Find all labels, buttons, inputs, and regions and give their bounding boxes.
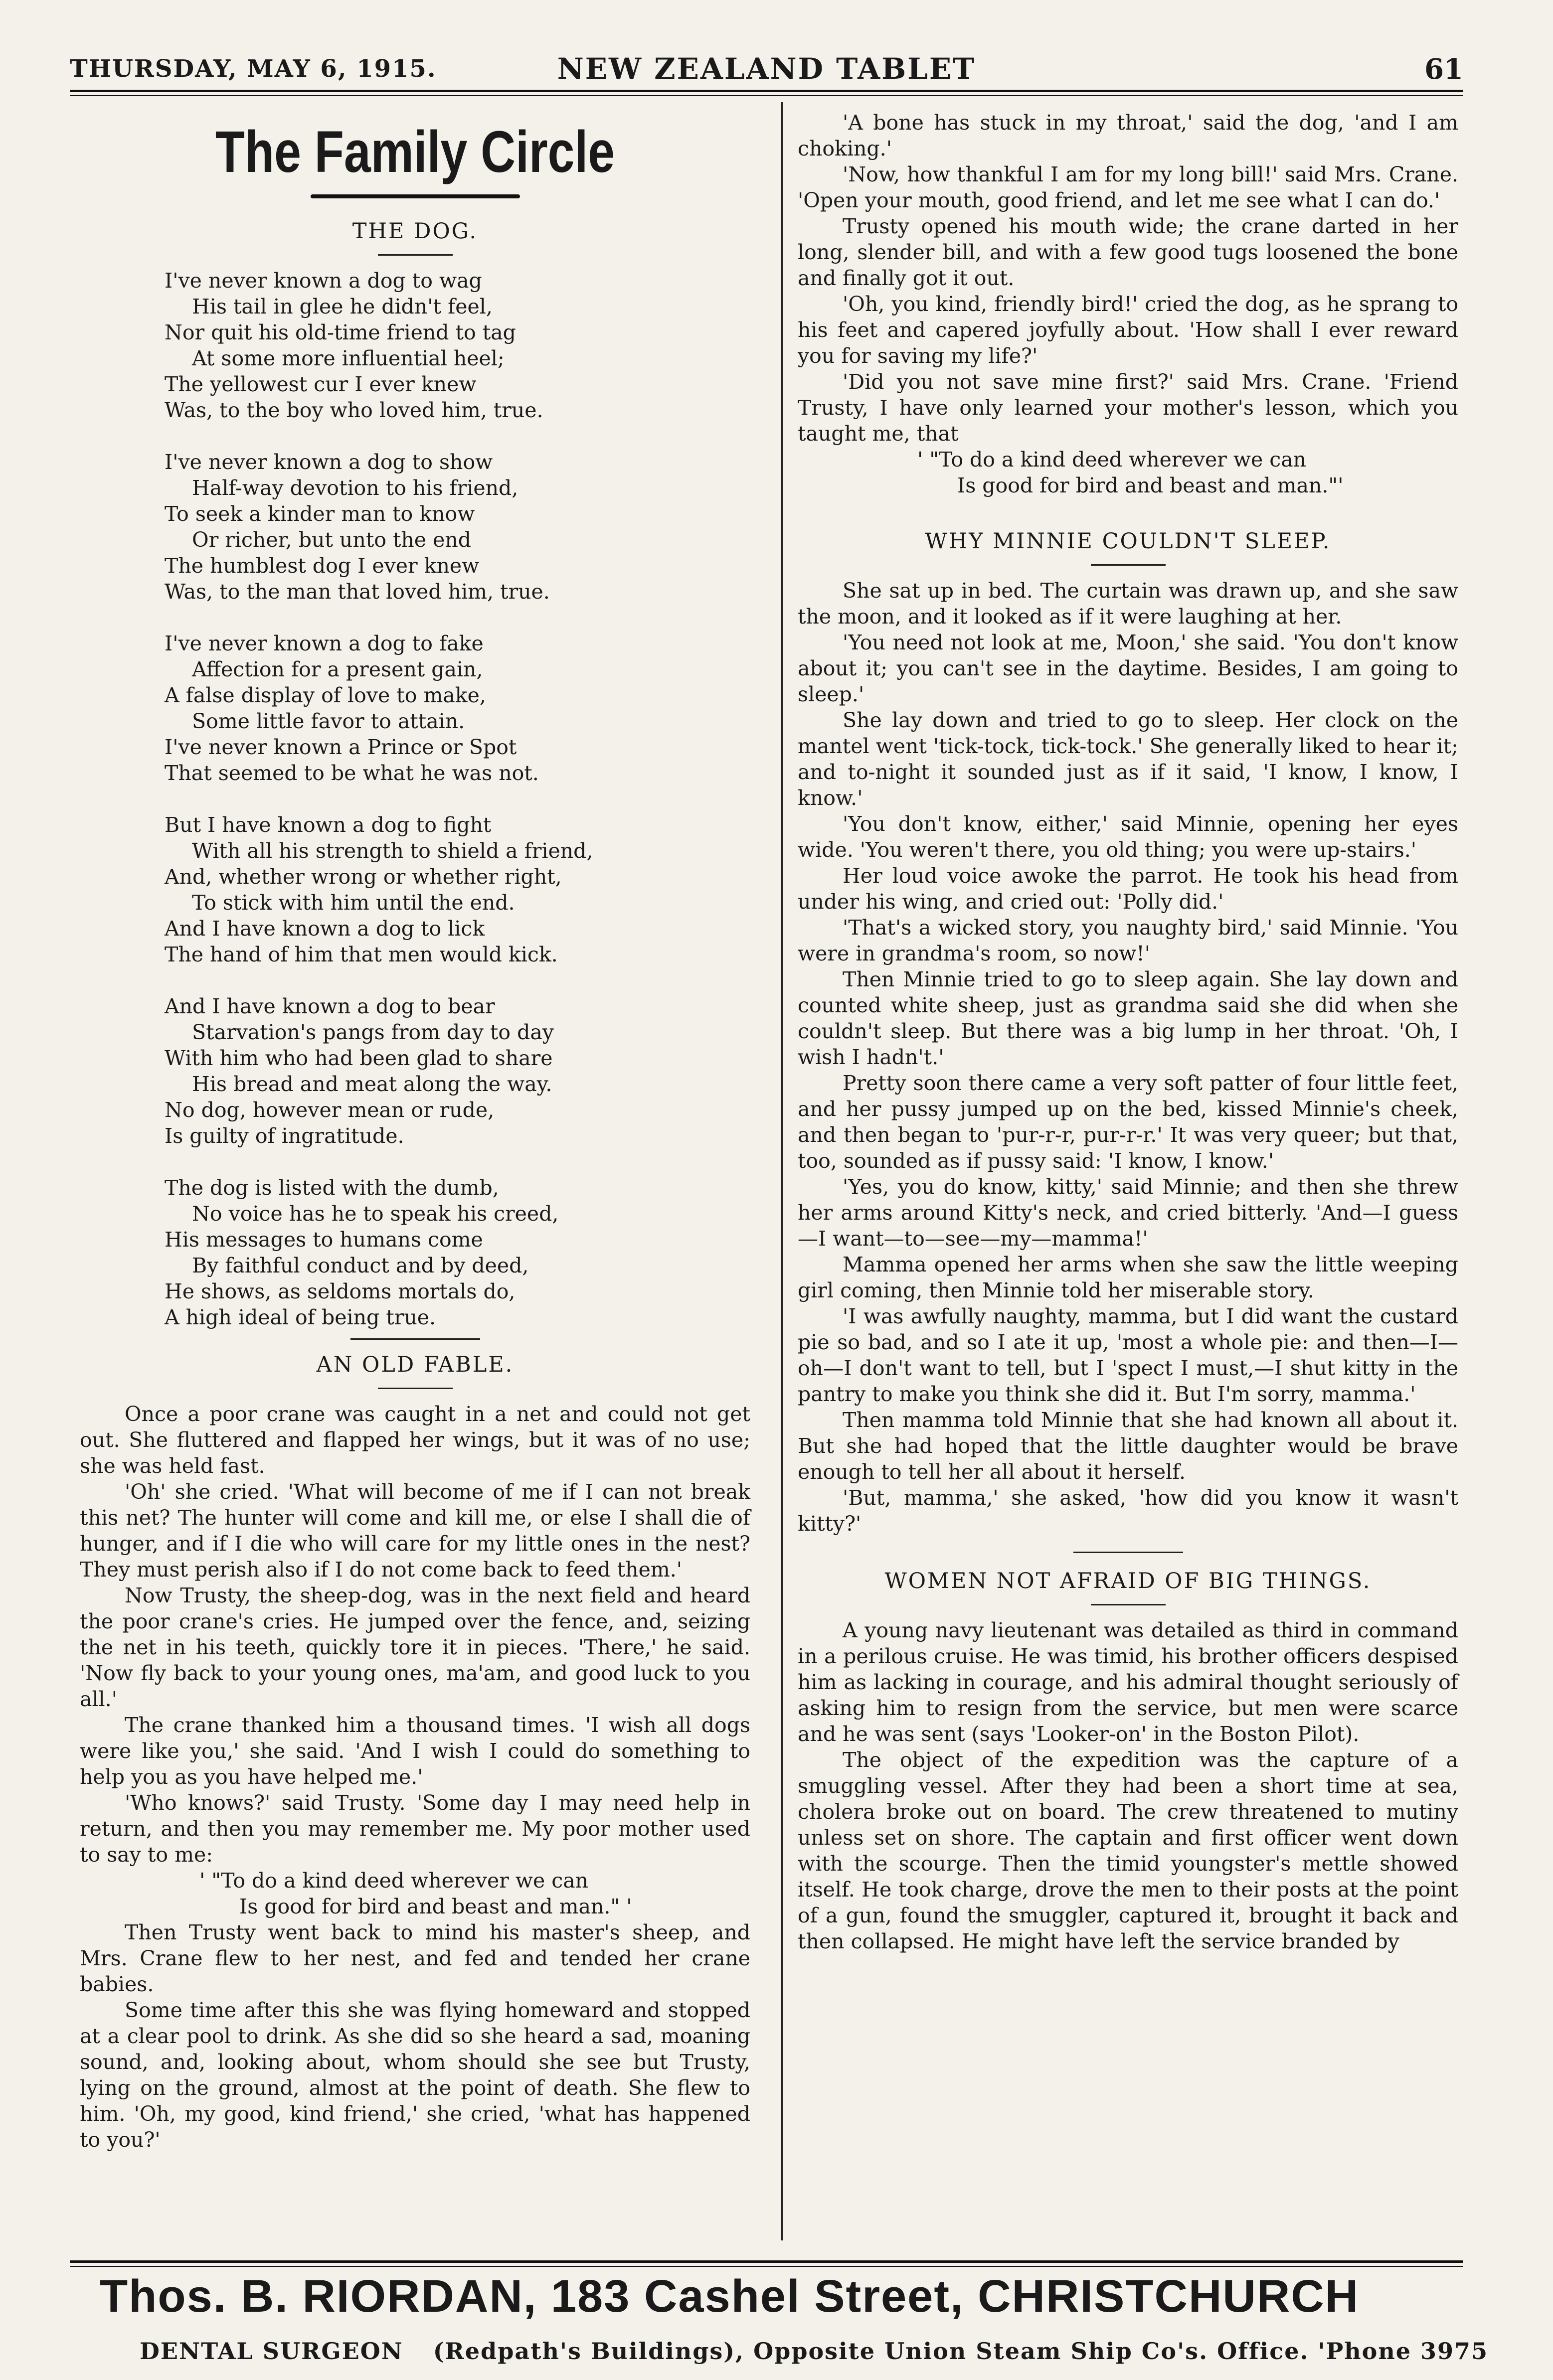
paragraph: 'Who knows?' said Trusty. 'Some day I may need help in return, and then you may remember me. My poor mother used to say to me: bbox=[80, 1791, 750, 1867]
poem-line: Or richer, but unto the end bbox=[192, 528, 472, 552]
advertisement-subline bbox=[140, 2338, 1489, 2365]
stanza bbox=[165, 268, 750, 423]
poem-line: The humblest dog I ever knew bbox=[165, 554, 480, 578]
poem-line: Was, to the man that loved him, true. bbox=[165, 580, 550, 604]
paragraph: Now Trusty, the sheep-dog, was in the next field and heard the poor crane's cries. He jumped over the fence, and, seizing the net in his teeth, quickly tore it in pieces. 'There,' he said. 'Now fly back to your young ones, ma'am, and good luck to you all.' bbox=[80, 1584, 750, 1711]
paragraph: 'But, mamma,' she asked, 'how did you know it wasn't kitty?' bbox=[798, 1486, 1458, 1536]
paragraph: 'I was awfully naughty, mamma, but I did want the custard pie so bad, and so I ate it up, 'most a whole pie: and then—I—oh—I don't want to tell, but I 'spect I must,—I shut kitty in the pantry to make you think she did it. But I'm sorry, mamma.' bbox=[798, 1304, 1458, 1406]
stanza bbox=[165, 449, 750, 605]
poem-line: At some more influential heel; bbox=[192, 346, 505, 370]
poem-line: He shows, as seldoms mortals do, bbox=[165, 1279, 516, 1303]
verse-line: ' "To do a kind deed wherever we can bbox=[199, 1869, 589, 1893]
paragraph: Once a poor crane was caught in a net and could not get out. She fluttered and flapped her wings, but it was of no use; she was held fast. bbox=[80, 1402, 750, 1478]
header-rule bbox=[70, 90, 1463, 96]
paragraph: The crane thanked him a thousand times. 'I wish all dogs were like you,' she said. 'And I wish I could do something to help you as you have helped me.' bbox=[80, 1713, 750, 1789]
poem-line: And I have known a dog to bear bbox=[165, 994, 495, 1018]
stanza bbox=[165, 993, 750, 1149]
poem-line: With all his strength to shield a friend, bbox=[192, 839, 593, 863]
advertisement-headline: Thos. B. RIORDAN, 183 Cashel Street, CHRISTCHURCH bbox=[100, 2271, 1360, 2322]
paragraph: 'A bone has stuck in my throat,' said the dog, 'and I am choking.' bbox=[798, 111, 1458, 160]
poem-line: His bread and meat along the way. bbox=[192, 1072, 552, 1096]
women-title: WOMEN NOT AFRAID OF BIG THINGS. bbox=[884, 1569, 1372, 1593]
paragraph: She lay down and tried to go to sleep. Her clock on the mantel went 'tick-tock, tick-tock.' She generally liked to hear it; and to-night it sounded just as if it said, 'I know, I know, I know.' bbox=[798, 708, 1458, 810]
poem-line: With him who had been glad to share bbox=[165, 1046, 553, 1070]
section-title: The Family Circle bbox=[215, 119, 615, 185]
poem-line: The hand of him that men would kick. bbox=[165, 943, 558, 966]
paragraph: 'You don't know, either,' said Minnie, opening her eyes wide. 'You weren't there, you old thing; you were up-stairs.' bbox=[798, 812, 1458, 862]
issue-date: THURSDAY, MAY 6, 1915. bbox=[70, 55, 437, 83]
stanza bbox=[165, 631, 750, 786]
poem-line: I've never known a dog to wag bbox=[165, 269, 482, 293]
poem-line: I've never known a Prince or Spot bbox=[165, 735, 517, 759]
poem-line: No voice has he to speak his creed, bbox=[192, 1202, 559, 1226]
poem-line: Nor quit his old-time friend to tag bbox=[165, 320, 516, 344]
poem-line: Was, to the boy who loved him, true. bbox=[165, 398, 543, 422]
masthead: NEW ZEALAND TABLET bbox=[557, 52, 976, 86]
poem-line: That seemed to be what he was not. bbox=[165, 761, 539, 785]
paragraph: Mamma opened her arms when she saw the little weeping girl coming, then Minnie told her miserable story. bbox=[798, 1253, 1458, 1302]
poem-line: But I have known a dog to fight bbox=[165, 813, 492, 837]
ad-profession: DENTAL SURGEON bbox=[140, 2338, 403, 2365]
column-divider bbox=[781, 102, 783, 2240]
poem-line: Is guilty of ingratitude. bbox=[165, 1124, 404, 1148]
divider bbox=[1091, 1604, 1166, 1605]
paragraph: 'Oh, you kind, friendly bird!' cried the dog, as he sprang to his feet and capered joyfully about. 'How shall I ever reward you for saving my life?' bbox=[798, 292, 1458, 368]
poem-line: And, whether wrong or whether right, bbox=[165, 865, 562, 889]
poem-line: To seek a kinder man to know bbox=[165, 502, 475, 526]
paragraph: 'That's a wicked story, you naughty bird,' said Minnie. 'You were in grandma's room, so now!' bbox=[798, 916, 1458, 965]
paragraph: 'Did you not save mine first?' said Mrs. Crane. 'Friend Trusty, I have only learned your mother's lesson, which you taught me, that bbox=[798, 370, 1458, 446]
paragraph: She sat up in bed. The curtain was drawn up, and she saw the moon, and it looked as if it were laughing at her. bbox=[798, 579, 1458, 629]
moral-verse bbox=[798, 447, 1458, 498]
poem-line: To stick with him until the end. bbox=[192, 891, 515, 915]
left-column bbox=[80, 110, 750, 2153]
paragraph: Some time after this she was flying homeward and stopped at a clear pool to drink. As she did so she heard a sad, moaning sound, and, looking about, whom should she see but Trusty, lying on the ground, almost at the point of death. She flew to him. 'Oh, my good, kind friend,' she cried, 'what has happened to you?' bbox=[80, 1998, 750, 2152]
divider bbox=[350, 1338, 480, 1340]
paragraph: Then Trusty went back to mind his master's sheep, and Mrs. Crane flew to her nest, and fed and tended her crane babies. bbox=[80, 1920, 750, 1996]
poem-title: THE DOG. bbox=[352, 219, 478, 244]
stanza bbox=[165, 1175, 750, 1330]
poem-line: The dog is listed with the dumb, bbox=[165, 1176, 499, 1200]
fable-continued bbox=[798, 110, 1458, 498]
stanza bbox=[165, 812, 750, 967]
dog-poem bbox=[165, 268, 750, 1330]
ad-address: (Redpath's Buildings), Opposite Union Steam Ship Co's. Office. 'Phone 3975 bbox=[433, 2338, 1489, 2365]
poem-line: I've never known a dog to show bbox=[165, 450, 493, 474]
minnie-text bbox=[798, 578, 1458, 1537]
women-text bbox=[798, 1617, 1458, 1954]
poem-line: Affection for a present gain, bbox=[192, 657, 483, 681]
poem-line: By faithful conduct and by deed, bbox=[192, 1254, 529, 1277]
paragraph: 'Oh' she cried. 'What will become of me if I can not break this net? The hunter will come and kill me, or else I shall die of hunger, and if I die who will care for my little ones in the nest? They must perish also if I do not come back to feed them.' bbox=[80, 1480, 750, 1582]
poem-line: The yellowest cur I ever knew bbox=[165, 372, 477, 396]
poem-line: And I have known a dog to lick bbox=[165, 917, 485, 941]
verse-line: Is good for bird and beast and man." ' bbox=[239, 1895, 632, 1918]
divider bbox=[1091, 564, 1166, 566]
paragraph: Her loud voice awoke the parrot. He took his head from under his wing, and cried out: 'Polly did.' bbox=[798, 864, 1458, 914]
poem-line: No dog, however mean or rude, bbox=[165, 1098, 495, 1122]
poem-line: A high ideal of being true. bbox=[165, 1305, 436, 1329]
paragraph: Then Minnie tried to go to sleep again. She lay down and counted white sheep, just as grandma said she did when she couldn't sleep. But there was a big lump in her throat. 'Oh, I wish I hadn't.' bbox=[798, 967, 1458, 1069]
minnie-title: WHY MINNIE COULDN'T SLEEP. bbox=[925, 529, 1331, 554]
fable-title: AN OLD FABLE. bbox=[316, 1352, 514, 1377]
moral-verse bbox=[80, 1868, 750, 1919]
paragraph: 'You need not look at me, Moon,' she said. 'You don't know about it; you can't see in the daytime. Besides, I am going to sleep.' bbox=[798, 631, 1458, 706]
poem-line: Some little favor to attain. bbox=[192, 709, 465, 733]
poem-line: His tail in glee he didn't feel, bbox=[192, 295, 493, 318]
paragraph: Pretty soon there came a very soft patter of four little feet, and her pussy jumped up on the bed, kissed Minnie's cheek, and then began to 'pur-r-r, pur-r-r.' It was very queer; but that, too, sounded as if pussy said: 'I know, I know.' bbox=[798, 1071, 1458, 1173]
poem-line: His messages to humans come bbox=[165, 1228, 483, 1252]
paragraph: 'Now, how thankful I am for my long bill!' said Mrs. Crane. 'Open your mouth, good friend, and let me see what I can do.' bbox=[798, 162, 1458, 212]
poem-line: I've never known a dog to fake bbox=[165, 632, 484, 655]
fable-text bbox=[80, 1401, 750, 2153]
paragraph: Trusty opened his mouth wide; the crane darted in her long, slender bill, and with a few good tugs loosened the bone and finally got it out. bbox=[798, 214, 1458, 290]
poem-line: Starvation's pangs from day to day bbox=[192, 1020, 554, 1044]
footer-rule bbox=[70, 2260, 1463, 2267]
paragraph: A young navy lieutenant was detailed as third in command in a perilous cruise. He was timid, his brother officers despised him as lacking in courage, and his admiral thought seriously of asking him to resign from the service, but men were scarce and he was sent (says 'Looker-on' in the Boston Pilot). bbox=[798, 1618, 1458, 1746]
divider bbox=[378, 254, 453, 256]
title-ornament bbox=[311, 194, 520, 198]
right-column bbox=[798, 110, 1458, 1954]
page-header bbox=[70, 50, 1463, 95]
paragraph: Then mamma told Minnie that she had known all about it. But she had hoped that the little daughter would be brave enough to tell her all about it herself. bbox=[798, 1408, 1458, 1484]
paragraph: 'Yes, you do know, kitty,' said Minnie; and then she threw her arms around Kitty's neck, and cried bitterly. 'And—I guess—I want—to—see—my—mamma!' bbox=[798, 1175, 1458, 1251]
paragraph: The object of the expedition was the capture of a smuggling vessel. After they had been a short time at sea, cholera broke out on board. The crew threatened to mutiny unless set on shore. The captain and first officer went down with the scourge. Then the timid youngster's mettle showed itself. He took charge, drove the men to their posts at the point of a gun, found the smuggler, captured it, brought it back and then collapsed. He might have left the service branded by bbox=[798, 1748, 1458, 1953]
poem-line: Half-way devotion to his friend, bbox=[192, 476, 518, 500]
verse-line: Is good for bird and beast and man."' bbox=[957, 474, 1344, 497]
poem-line: A false display of love to make, bbox=[165, 683, 486, 707]
page-number: 61 bbox=[1424, 53, 1463, 86]
verse-line: ' "To do a kind deed wherever we can bbox=[917, 448, 1307, 472]
divider bbox=[1073, 1552, 1183, 1553]
divider bbox=[378, 1388, 453, 1389]
